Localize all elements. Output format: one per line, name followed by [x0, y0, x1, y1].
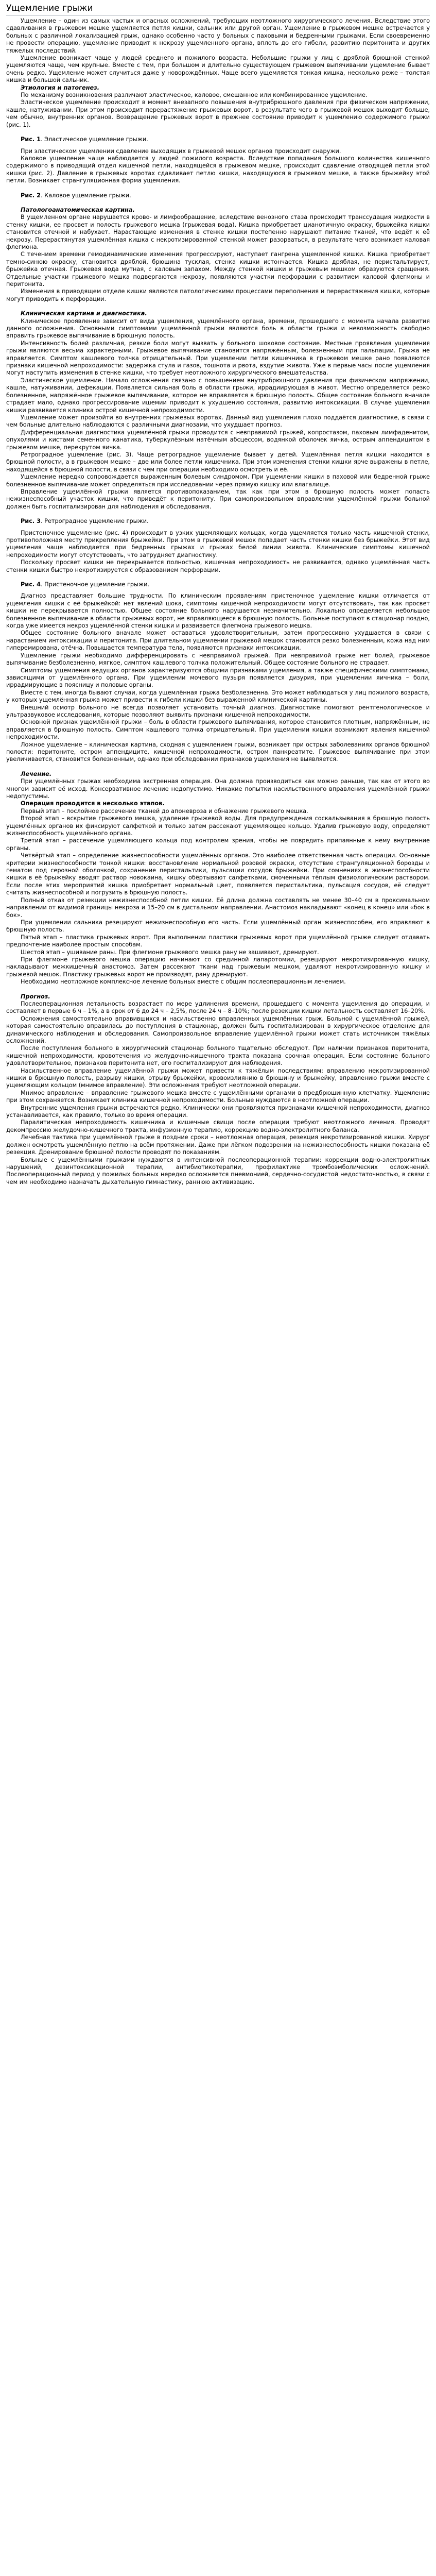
list-item: Шестой этап – ушивание раны. При флегмоне грыжевого мешка рану не зашивают, дренируют. — [21, 948, 319, 956]
figure-caption-text: Эластическое ущемление грыжи. — [44, 136, 148, 143]
paragraph: Внешний осмотр больного не всегда позволяет установить точный диагноз. Диагностике помогают рентгенологическое и ультразвуковое исследования, которые позволяют выявить признаки кишечной непроходимости. — [6, 704, 430, 718]
figure-number: Рис. 1 — [21, 136, 41, 143]
figure-caption-text: Пристеночное ущемление грыжи. — [44, 581, 150, 588]
paragraph: При флегмоне грыжевого мешка операцию начинают со срединной лапаротомии, резецируют некротизированную кишку, накладывают межкишечный анастомоз. Затем рассекают ткани над грыжевым мешком, удаляют некротизированную кишку и грыжевой мешок. Пластику грыжевых ворот не производят, рану дренируют. — [6, 956, 430, 978]
paragraph: Изменения в приводящем отделе кишки являются патологическими процессами переполнения и перерастяжения кишки, которые могут приводить к перфорации. — [6, 288, 430, 302]
paragraph: Каловое ущемление чаще наблюдается у людей пожилого возраста. Вследствие попадания большого количества кишечного содержимого в приводящий отдел кишечной петли, находящейся в грыжевом мешке, происходит сдавление отводящей петли этой кишки (рис. 2). Давление в грыжевых воротах сдавливает петлю кишки, находящуюся в грыжевом мешке, а также брыжейку этой петли. Возникает странгуляционная форма ущемления. — [6, 155, 430, 184]
paragraph: По механизму возникновения различают эластическое, каловое, смешанное или комбинированное ущемление. — [21, 92, 368, 99]
list-item: Полный отказ от резекции нежизнеспособной петли кишки. Её длина должна составлять не менее 30–40 см в проксимальном направлении от видимой границы некроза и 15–20 см в дистальном направлении. Анастомоз накладывают «конец в конец» или «бок в бок». — [6, 896, 430, 919]
paragraph: Ущемление может произойти во внутренних грыжевых воротах. Данный вид ущемления плохо поддаётся диагностике, в связи с чем больные длительно наблюдаются с различными диагнозами, что ухудшает прогноз. — [6, 414, 430, 429]
paragraph: Ложное ущемление – клиническая картина, сходная с ущемлением грыжи, возникает при острых заболеваниях органов брюшной полости: перитоните, остром аппендиците, кишечной непроходимости, остром панкреатите. Грыжевое выпячивание при этом увеличивается, становится болезненным, однако при обследовании признаков ущемления не выявляется. — [6, 741, 430, 763]
paragraph: С течением времени гемодинамические изменения прогрессируют, наступает гангрена ущемленной кишки. Кишка приобретает темно-синюю окраску, становится дряблой, брюшина тусклая, стенка кишки истончается. Кишка дряблая, не перистальтирует, брыжейка отечная. Грыжевая вода мутная, с каловым запахом. Между стенкой кишки и грыжевым мешком образуются сращения. Отдельные участки грыжевого мешка подвергаются некрозу, появляются участки перфорации с развитием каловой флегмоны и перитонита. — [6, 251, 430, 287]
figure-number: Рис. 3 — [21, 518, 41, 525]
paragraph: Лечебная тактика при ущемлённой грыже в поздние сроки – неотложная операция, резекция некротизированной кишки. Хирург должен осмотреть ущемлённую петлю на всём протяжении. Даже при лёгком подозрении на нежизнеспособность кишки показана её резекция. Дренирование брюшной полости проводят по показаниям. — [6, 1134, 430, 1156]
paragraph: Послеоперационная летальность возрастает по мере удлинения времени, прошедшего с момента ущемления до операции, и составляет в первые 6 ч – 1%, а в срок от 6 до 24 ч – 2,5%, после 24 ч – 8–10%; после резекции кишки летальность составляет 16–20%. — [6, 1000, 430, 1015]
paragraph: Диагноз представляет большие трудности. По клиническим проявлениям пристеночное ущемление кишки отличается от ущемления кишки с её брыжейкой: нет явлений шока, симптомы кишечной непроходимости могут отсутствовать, так как просвет кишки не перекрывается полностью. Общее состояние больного нарушается незначительно. Локально определяется небольшое болезненное выпячивание в области грыжевых ворот, не вправляющееся в брюшную полость. Больные поступают в стационар поздно, когда уже имеется некроз ущемлённой стенки кишки и развивается флегмона грыжевого мешка. — [6, 592, 430, 630]
subsection-heading: Операция проводится в несколько этапов. — [21, 800, 165, 807]
list-item: Первый этап – послойное рассечение тканей до апоневроза и обнажение грыжевого мешка. — [21, 807, 308, 815]
list-item: При ущемлении сальника резецируют нежизнеспособную его часть. Если ущемлённый орган жизнеспособен, его вправляют в брюшную полость. — [6, 919, 430, 934]
paragraph: Осложнения самостоятельно вправившихся и насильственно вправленных ущемлённых грыж. Больной с ущемлённой грыжей, которая самостоятельно вправилась до поступления в стационар, должен быть госпитализирован в хирургическое отделение для динамического наблюдения и обследования. Самопроизвольное вправление ущемлённой грыжи может стать источником тяжёлых осложнений. — [6, 1015, 430, 1044]
paragraph: Мнимое вправление – вправление грыжевого мешка вместе с ущемлёнными органами в предбрюшинную клетчатку. Ущемление при этом сохраняется. Возникает клиника кишечной непроходимости. Больные нуждаются в неотложной операции. — [6, 1089, 430, 1104]
section-heading: Этиология и патогенез. — [21, 84, 100, 91]
paragraph: Общее состояние больного вначале может оставаться удовлетворительным, затем прогрессивно ухудшается в связи с нарастанием интоксикации и перитонита. При длительном ущемлении грыжевой мешок становится резко болезненным, кожа над ним гиперемирована, отёчна. Повышается температура тела, появляются признаки интоксикации. — [6, 630, 430, 652]
figure-number: Рис. 2 — [21, 192, 41, 199]
figure-caption: Рис. 3. Ретроградное ущемление грыжи. — [21, 518, 149, 525]
paragraph: Ущемление – один из самых частых и опасных осложнений, требующих неотложного хирургического лечения. Вследствие этого сдавливания в грыжевом мешке ущемляется петля кишки, сальник или другой орган. Ущемление в грыжевом мешке встречается у больных с различной локализацией грыж, однако особенно часто у больных с паховыми и бедренными грыжами. Если своевременно не провести операцию, ущемление приводит к некрозу ущемленного органа, вплоть до его гибели, развитию перитонита и других тяжелых последствий. — [6, 18, 430, 54]
section-heading: Клиническая картина и диагностика. — [21, 310, 147, 317]
figure-caption: Рис. 2. Каловое ущемление грыжи. — [21, 192, 131, 199]
paragraph: Ущемление возникает чаще у людей среднего и пожилого возраста. Небольшие грыжи у лиц с дряблой брюшной стенкой ущемляются чаще, чем крупные. Вместе с тем, при большом и длительно существующем грыжевом выпячивании ущемление бывает очень редко. Ущемление может случиться даже у новорождённых. Чаще всего ущемляется тонкая кишка, несколько реже – толстая кишка и большой сальник. — [6, 55, 430, 84]
paragraph: Вместе с тем, иногда бывают случаи, когда ущемлённая грыжа безболезненна. Это может наблюдаться у лиц пожилого возраста, у которых ущемлённая грыжа может привести к гибели кишки без выраженной клинической картины. — [6, 689, 430, 704]
paragraph: Больные с ущемлёнными грыжами нуждаются в интенсивной послеоперационной терапии: коррекции водно-электролитных нарушений, дезинтоксикационной терапии, антибиотикотерапии, профилактике тромбоэмболических осложнений. Послеоперационный период у пожилых больных нередко осложняется пневмонией, сердечно-сосудистой недостаточностью, в связи с чем им необходимо назначать дыхательную гимнастику, раннюю активизацию. — [6, 1156, 430, 1185]
section-heading: Прогноз. — [21, 993, 50, 1000]
figure-number: Рис. 4 — [21, 581, 41, 588]
section-heading: Лечение. — [21, 770, 52, 777]
paragraph: Ущемление грыжи необходимо дифференцировать с невправимой грыжей. При невправимой грыже нет болей, грыжевое выпячивание безболезненно, мягкое, симптом кашлевого толчка положительный. Общее состояние больного не страдает. — [6, 652, 430, 667]
page-title: Ущемление грыжи — [6, 3, 430, 15]
paragraph: Необходимо неотложное комплексное лечение больных вместе с общим послеоперационным лечением. — [21, 978, 346, 986]
paragraph: Основной признак ущемлённой грыжи – боль в области грыжевого выпячивания, которое становится плотным, напряжённым, не вправляется в брюшную полость. Симптом кашлевого толчка отрицательный. При ущемлении кишки возникают явления кишечной непроходимости. — [6, 719, 430, 741]
paragraph: Внутренние ущемления грыжи встречаются редко. Клинически они проявляются признаками кишечной непроходимости, диагноз устанавливается, как правило, только во время операции. — [6, 1104, 430, 1119]
list-item: Пятый этап – пластика грыжевых ворот. При выполнении пластики грыжевых ворот при ущемлённой грыже следует отдавать предпочтение наиболее простым способам. — [6, 934, 430, 948]
figure-caption-text: Каловое ущемление грыжи. — [44, 192, 131, 199]
list-item: Второй этап – вскрытие грыжевого мешка, удаление грыжевой воды. Для предупреждения соскальзывания в брюшную полость ущемлённых органов их фиксируют салфеткой и только затем рассекают ущемляющее кольцо. Удалив грыжевую воду, определяют жизнеспособность ущемлённого органа. — [6, 815, 430, 837]
list-item: Четвёртый этап – определение жизнеспособности ущемлённых органов. Это наиболее ответственная часть операции. Основные критерии жизнеспособности тонкой кишки: восстановление нормальной розовой окраски, отсутствие странгуляционной борозды и гематом под серозной оболочкой, сохранение перистальтики, пульсации сосудов брыжейки. При сомнениях в жизнеспособности кишки в её брыжейку вводят раствор новокаина, кишку обёртывают салфетками, смоченными тёплым физиологическим раствором. Если после этих мероприятий кишка приобретает нормальный цвет, появляется перистальтика, пульсация сосудов, её следует считать жизнеспособной и погрузить в брюшную полость. — [6, 852, 430, 896]
paragraph: После поступления больного в хирургический стационар больного тщательно обследуют. При наличии признаков перитонита, кишечной непроходимости, кровотечения из желудочно-кишечного тракта показана срочная операция. Если состояние больного удовлетворительное, признаков перитонита нет, его госпитализируют для наблюдения. — [6, 1045, 430, 1067]
paragraph: Эластическое ущемление. Начало осложнения связано с повышением внутрибрюшного давления при физическом напряжении, кашле, натуживании, дефекации. Появляется сильная боль в области грыжи, иррадиирующая в живот. Местно определяется резко болезненное, напряжённое грыжевое выпячивание, которое не вправляется в брюшную полость. Общее состояние больного вначале страдает мало, однако прогрессирование ишемии приводит к ухудшению состояния, развитию интоксикации. В случае ущемления кишки развивается клиника острой кишечной непроходимости. — [6, 377, 430, 414]
list-item: Третий этап – рассечение ущемляющего кольца под контролем зрения, чтобы не повредить припаянные к нему внутренние органы. — [6, 837, 430, 852]
paragraph: При ущемлённых грыжах необходима экстренная операция. Она должна производиться как можно раньше, так как от этого во многом зависит её исход. Консервативное лечение недопустимо. Никакие попытки насильственного вправления ущемлённой грыжи недопустимы. — [6, 778, 430, 800]
paragraph: Вправление ущемлённой грыжи является противопоказанием, так как при этом в брюшную полость может попасть нежизнеспособный участок кишки, что приведёт к перитониту. При самопроизвольном вправлении ущемлённой грыжи больной должен быть госпитализирован для наблюдения и обследования. — [6, 488, 430, 510]
paragraph: При эластическом ущемлении сдавление выходящих в грыжевой мешок органов происходит снаружи. — [21, 147, 341, 155]
paragraph: Ретроградное ущемление (рис. 3). Чаще ретроградное ущемление бывает у детей. Ущемлённая петля кишки находится в брюшной полости, а в грыжевом мешке – две или более петли кишечника. При этом изменения стенки кишки ярче выражены в петле, находящейся в брюшной полости, в связи с чем при операции необходимо осмотреть и её. — [6, 451, 430, 473]
paragraph: Паралитическая непроходимость кишечника и кишечные свищи после операции требуют неотложного лечения. Проводят декомпрессию желудочно-кишечного тракта, инфузионную терапию, коррекцию водно-электролитного баланса. — [6, 1119, 430, 1133]
paragraph: Симптомы ущемления ведущих органов характеризуются общими признаками ущемления, а также специфическими симптомами, зависящими от ущемлённого органа. При ущемлении мочевого пузыря появляется дизурия, при ущемлении яичника – боли, иррадиирующие в поясницу и половые органы. — [6, 667, 430, 689]
paragraph: Клиническое проявление зависит от вида ущемления, ущемлённого органа, времени, прошедшего с момента начала развития данного осложнения. Основными симптомами ущемлённой грыжи являются боль в области грыжи и невозможность свободно вправить грыжевое выпячивание в брюшную полость. — [6, 317, 430, 340]
figure-caption-text: Ретроградное ущемление грыжи. — [44, 518, 149, 525]
section-heading: Патологоанатомическая картина. — [21, 206, 135, 213]
paragraph: В ущемленном органе нарушается крово- и лимфообращение, вследствие венозного стаза происходит транссудация жидкости в стенку кишки, ее просвет и полость грыжевого мешка (грыжевая вода). Кишка приобретает цианотичную окраску, брыжейка кишки становится отечной и набухает. Нарастающие изменения в стенке кишки постепенно нарушают питание тканей, что ведёт к её некрозу. Перерастянутая ущемлённая кишка с некротизированной стенкой может разорваться, в результате чего возникает каловая флегмона. — [6, 214, 430, 250]
paragraph: Ущемление нередко сопровождается выраженным болевым синдромом. При ущемлении кишки в паховой или бедренной грыже болезненное выпячивание может определяться при исследовании через прямую кишку или влагалище. — [6, 473, 430, 488]
paragraph: Насильственное вправление ущемлённой грыжи может привести к тяжёлым последствиям: вправлению некротизированной кишки в брюшную полость, разрыву кишки, отрыву брыжейки, кровоизлиянию в брюшину и брыжейку, вправлению грыжи вместе с ущемляющим кольцом (мнимое вправление). Эти осложнения требуют неотложной операции. — [6, 1067, 430, 1089]
figure-caption: Рис. 4. Пристеночное ущемление грыжи. — [21, 581, 150, 588]
paragraph: Эластическое ущемление происходит в момент внезапного повышения внутрибрюшного давления при физическом напряжении, кашле, натуживании. При этом происходит перерастяжение грыжевых ворот, в результате чего в грыжевой мешок выходит больше, чем обычно, внутренних органов. Возвращение грыжевых ворот в прежнее состояние приводит к ущемлению содержимого грыжи (рис. 1). — [6, 99, 430, 128]
paragraph: Дифференциальная диагностика ущемлённой грыжи проводится с невправимой грыжей, копростазом, паховым лимфаденитом, опухолями и кистами семенного канатика, туберкулёзным натёчным абсцессом, водянкой оболочек яичка, острым аппендицитом в грыжевом мешке, перекрутом яичка. — [6, 429, 430, 451]
figure-caption: Рис. 1. Эластическое ущемление грыжи. — [21, 136, 148, 143]
paragraph: Интенсивность болей различная, резкие боли могут вызвать у больного шоковое состояние. Местные проявления ущемления грыжи являются весьма характерными. Грыжевое выпячивание становится напряжённым, болезненным при пальпации. Грыжа не вправляется. Симптом кашлевого толчка отрицательный. При ущемлении петли кишечника в грыжевом мешке рано появляются признаки кишечной непроходимости: задержка стула и газов, тошнота и рвота, вздутие живота. Уже в первые часы после ущемления могут наступить изменения в стенке кишки, что требует неотложного хирургического вмешательства. — [6, 340, 430, 377]
paragraph: Пристеночное ущемление (рис. 4) происходит в узких ущемляющих кольцах, когда ущемляется только часть кишечной стенки, противоположная месту прикрепления брыжейки. При этом в грыжевой мешок попадает часть стенки кишки без брыжейки. Этот вид ущемления чаще наблюдается при бедренных грыжах и грыжах белой линии живота. Клинические симптомы кишечной непроходимости могут отсутствовать, что затрудняет диагностику. — [6, 529, 430, 558]
paragraph: Поскольку просвет кишки не перекрывается полностью, кишечная непроходимость не развивается, однако ущемлённая часть стенки кишки быстро некротизируется с образованием перфорации. — [6, 559, 430, 573]
